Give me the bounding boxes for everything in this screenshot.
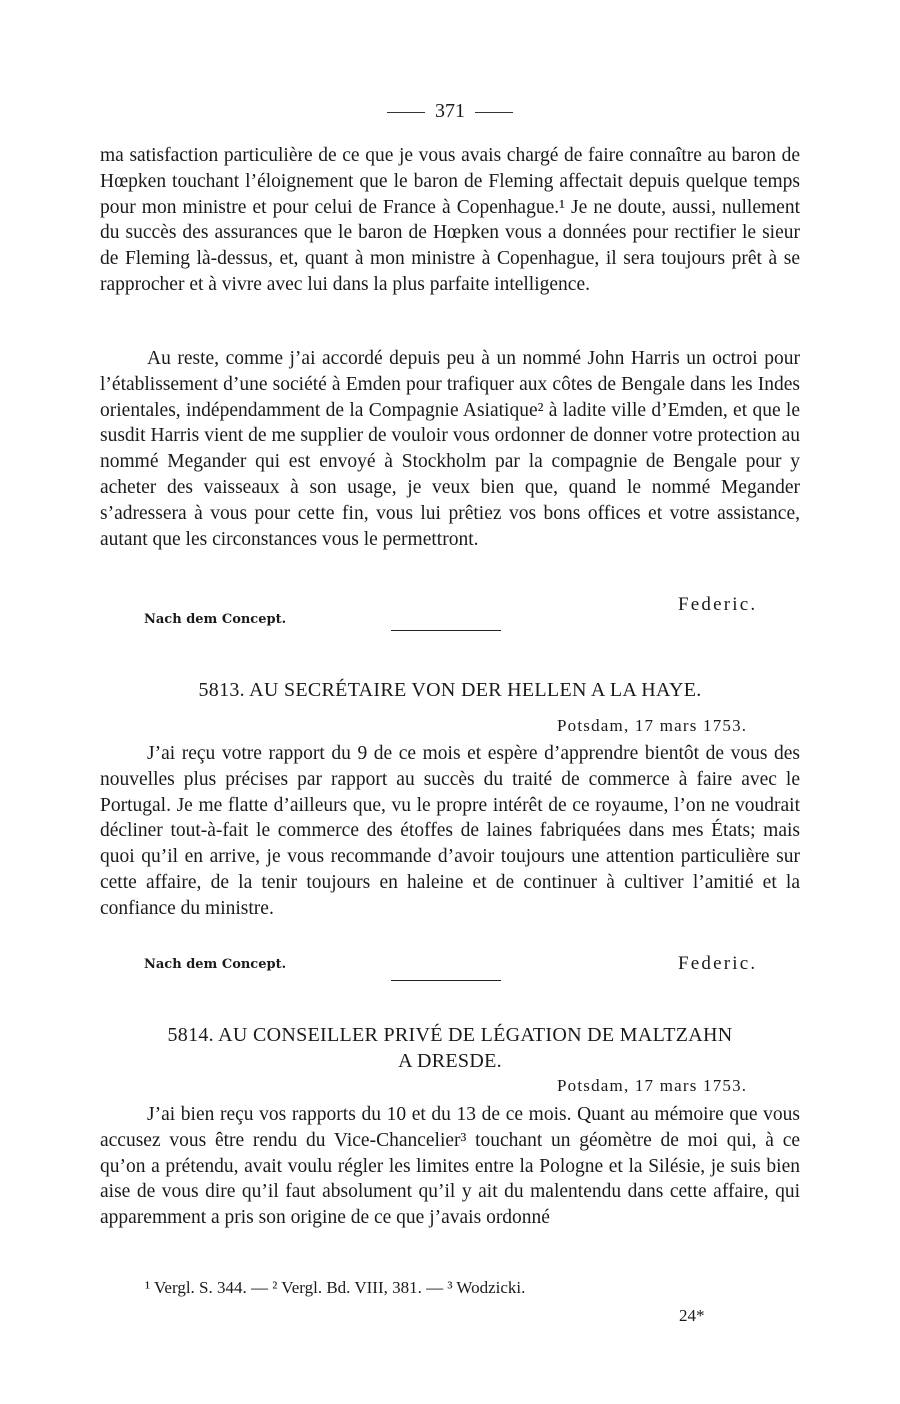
letter-5813-source: Nach dem Concept. xyxy=(144,957,287,972)
page-number xyxy=(0,100,900,123)
previous-letter-signature: Federic. xyxy=(678,594,758,615)
previous-letter-paragraph-2: Au reste, comme j’ai accordé depuis peu à un nommé John Harris un octroi pour l’établissement d’une société à Emden pour trafiquer aux côtes de Bengale dans les Indes orientales, indépendamment de la Compagnie Asiatique² à ladite ville d’Emden, et que le susdit Harris vient de me supplier de vouloir vous ordonner de donner votre protection au nommé Megander qui est envoyé à Stockholm par la compagnie de Bengale pour y acheter des vaisseaux à son usage, je veux bien que, quand le nommé Megander s’adressera à vous pour cette fin, vous lui prêtiez vos bons offices et votre assistance, autant que les circonstances vous le permettront. xyxy=(100,348,800,550)
footnotes: ¹ Vergl. S. 344. — ² Vergl. Bd. VIII, 381. — ³ Wodzicki. xyxy=(145,1278,526,1297)
page-number-value: 371 xyxy=(435,100,465,122)
letter-5813-heading: 5813. AU SECRÉTAIRE VON DER HELLEN A LA HAYE. xyxy=(198,679,702,701)
letter-5814-heading-line-2: A DRESDE. xyxy=(398,1050,502,1072)
letter-5814-heading xyxy=(100,1022,800,1074)
letter-5813-body: J’ai reçu votre rapport du 9 de ce mois et espère d’apprendre bientôt de vous des nouvelles plus précises par rapport au succès du traité de commerce à faire avec le Portugal. Je me flatte d’ailleurs que, vu le propre intérêt de ce royaume, l’on ne voudrait décliner tout-à-fait le commerce des étoffes de laines fabriquées dans mes États; mais quoi qu’il en arrive, je vous recommande d’avoir toujours une attention particulière sur cette affaire, de la tenir toujours en haleine et de continuer à cultiver l’amitié et la confiance du ministre. xyxy=(100,743,800,919)
letter-5814-heading-line-1: 5814. AU CONSEILLER PRIVÉ DE LÉGATION DE MALTZAHN xyxy=(167,1024,733,1046)
letter-5813-signature: Federic. xyxy=(678,953,758,974)
section-divider xyxy=(391,630,501,631)
signature-mark: 24* xyxy=(679,1306,705,1325)
page-number-left-dash xyxy=(387,112,425,113)
letter-5814-body: J’ai bien reçu vos rapports du 10 et du 13 de ce mois. Quant au mémoire que vous accusez vous être rendu du Vice-Chancelier³ touchant un géomètre de moi qui, à ce qu’on a prétendu, avait voulu régler les limites entre la Pologne et la Silésie, je suis bien aise de vous dire qu’il faut absolument qu’il y ait du malentendu dans cette affaire, qui apparemment a pris son origine de ce que j’avais ordonné xyxy=(100,1104,800,1229)
letter-5813-dateline: Potsdam, 17 mars 1753. xyxy=(557,716,748,735)
previous-letter-source: Nach dem Concept. xyxy=(144,612,287,627)
section-divider xyxy=(391,980,501,981)
previous-letter-paragraph-1: ma satisfaction particulière de ce que je vous avais chargé de faire connaître au baron de Hœpken touchant l’éloignement que le baron de Fleming affectait depuis quelque temps pour mon ministre et pour celui de France à Copenhague.¹ Je ne doute, aussi, nullement du succès des assurances que le baron de Hœpken vous a données pour rectifier le sieur de Fleming là-dessus, et, quant à mon ministre à Copenhague, il sera toujours prêt à se rapprocher et à vivre avec lui dans la plus parfaite intelligence. xyxy=(100,145,800,295)
page-number-right-dash xyxy=(475,112,513,113)
letter-5814-dateline: Potsdam, 17 mars 1753. xyxy=(557,1076,748,1095)
